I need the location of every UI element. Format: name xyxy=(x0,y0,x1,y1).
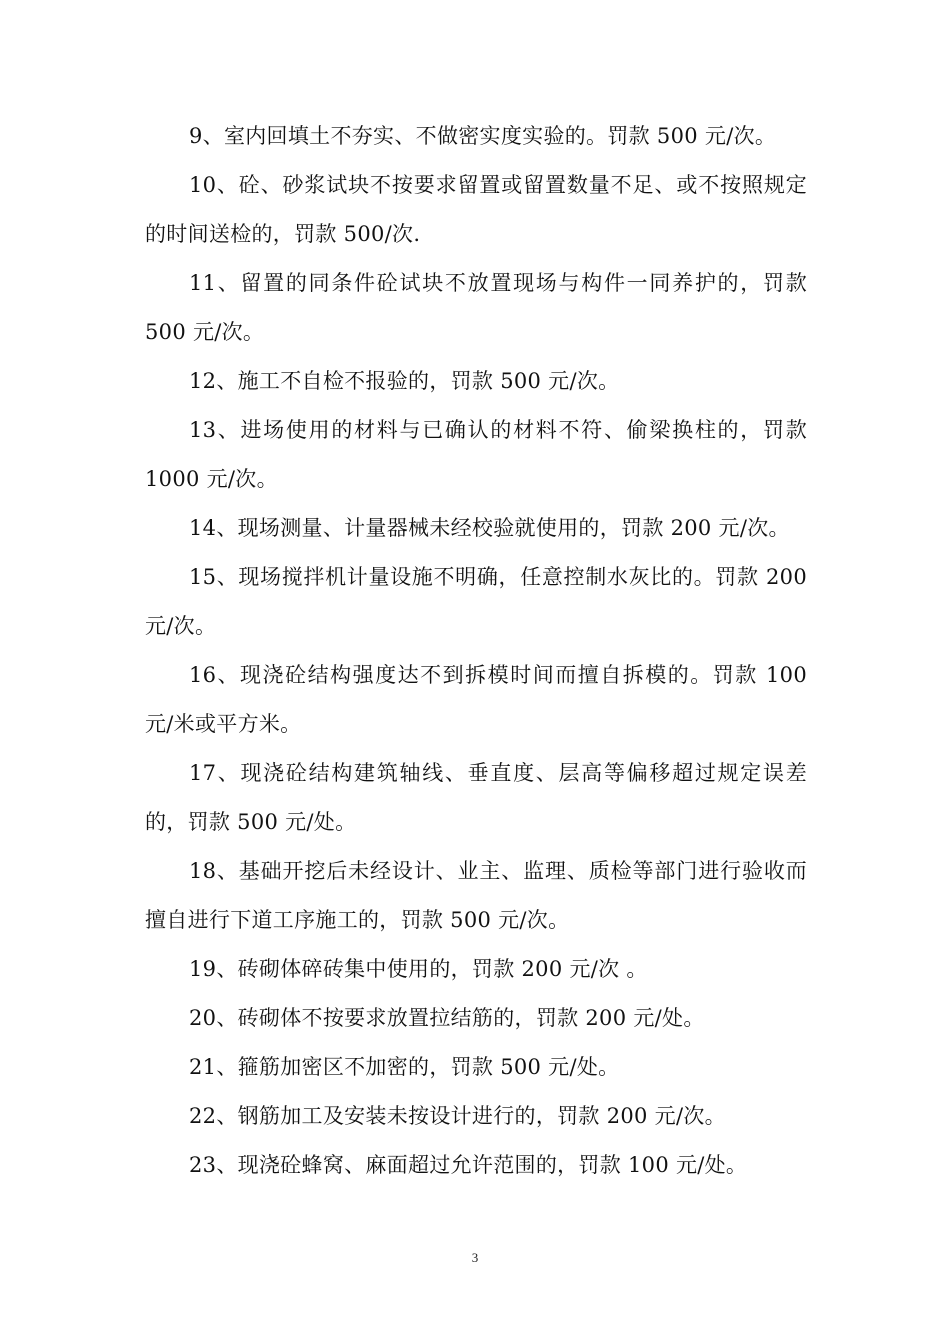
clause-15: 15、现场搅拌机计量设施不明确，任意控制水灰比的。罚款 200 元/次。 xyxy=(145,565,807,638)
page-body xyxy=(145,112,807,1190)
clause-9: 9、室内回填土不夯实、不做密实度实验的。罚款 500 元/次。 xyxy=(189,124,777,148)
clause-22: 22、钢筋加工及安装未按设计进行的，罚款 200 元/次。 xyxy=(189,1104,726,1128)
clause-18: 18、基础开挖后未经设计、业主、监理、质检等部门进行验收而擅自进行下道工序施工的，罚款 500 元/次。 xyxy=(145,859,807,932)
page-number: 3 xyxy=(471,1250,479,1265)
clause-21: 21、箍筋加密区不加密的，罚款 500 元/处。 xyxy=(189,1055,620,1079)
clause-23: 23、现浇砼蜂窝、麻面超过允许范围的，罚款 100 元/处。 xyxy=(189,1153,748,1177)
clause-13: 13、进场使用的材料与已确认的材料不符、偷梁换柱的，罚款 1000 元/次。 xyxy=(145,418,807,491)
clause-10: 10、砼、砂浆试块不按要求留置或留置数量不足、或不按照规定的时间送检的，罚款 500/次. xyxy=(145,173,807,246)
clause-19: 19、砖砌体碎砖集中使用的，罚款 200 元/次 。 xyxy=(189,957,648,981)
clause-20: 20、砖砌体不按要求放置拉结筋的，罚款 200 元/处。 xyxy=(189,1006,705,1030)
clause-12: 12、施工不自检不报验的，罚款 500 元/次。 xyxy=(189,369,620,393)
clause-17: 17、现浇砼结构建筑轴线、垂直度、层高等偏移超过规定误差的，罚款 500 元/处。 xyxy=(145,761,807,834)
clause-11: 11、留置的同条件砼试块不放置现场与构件一同养护的，罚款 500 元/次。 xyxy=(145,271,807,344)
clause-14: 14、现场测量、计量器械未经校验就使用的，罚款 200 元/次。 xyxy=(189,516,790,540)
clause-16: 16、现浇砼结构强度达不到拆模时间而擅自拆模的。罚款 100 元/米或平方米。 xyxy=(145,663,807,736)
